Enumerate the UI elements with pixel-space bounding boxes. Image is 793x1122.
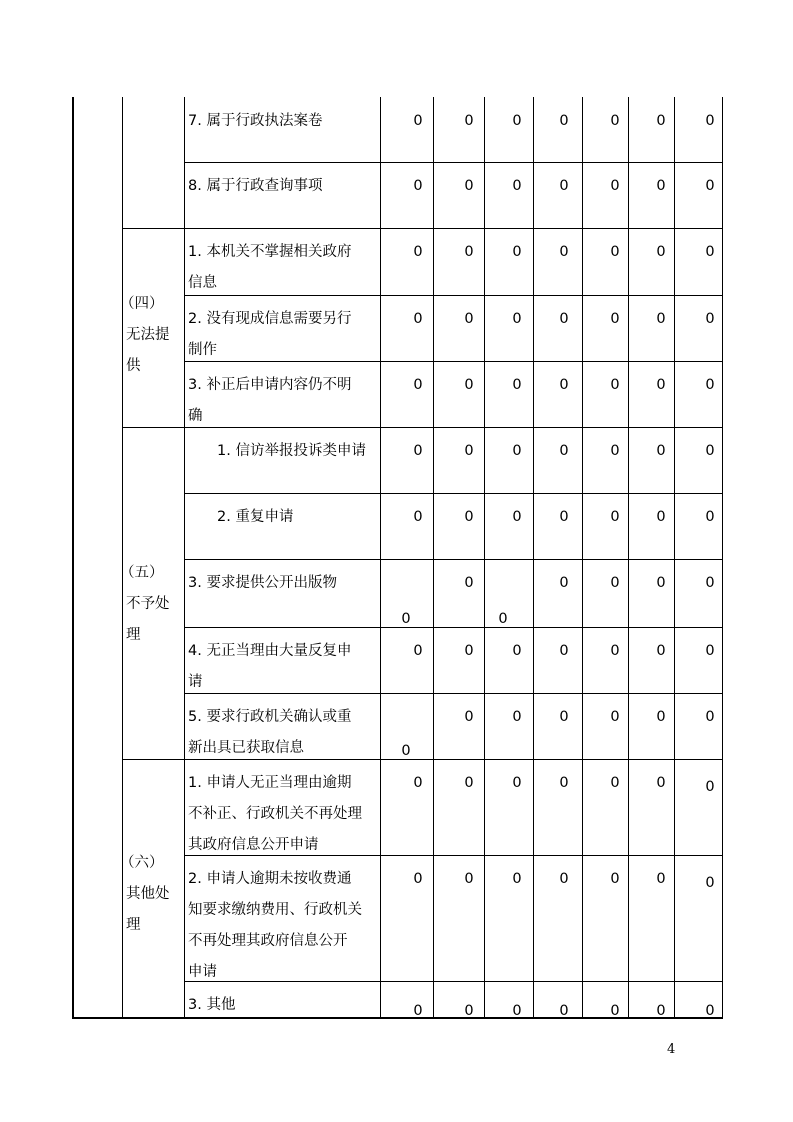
group-label-line: （五）: [120, 565, 164, 581]
cell-value: 0: [705, 875, 715, 891]
group-label: [120, 558, 170, 651]
cell-value: 0: [559, 575, 569, 591]
cell-value: 0: [705, 575, 715, 591]
cell-value: 0: [464, 377, 474, 393]
cell-value: 0: [413, 178, 423, 194]
cell-value: 0: [559, 643, 569, 659]
row-label: [188, 636, 351, 698]
cell-value: 0: [512, 311, 522, 327]
cell-value: 0: [656, 113, 666, 129]
table-border: [122, 427, 722, 428]
row-label-line: 制作: [188, 342, 217, 358]
row-label-line: 3. 补正后申请内容仍不明: [188, 377, 352, 393]
group-label-line: （四）: [120, 296, 164, 312]
cell-value: 0: [610, 178, 620, 194]
page-number: 4: [667, 1042, 676, 1057]
cell-value: 0: [401, 743, 411, 759]
cell-value: 0: [512, 871, 522, 887]
cell-value: 0: [705, 709, 715, 725]
cell-value: 0: [656, 377, 666, 393]
cell-value: 0: [559, 1003, 569, 1019]
cell-value: 0: [464, 509, 474, 525]
cell-value: 0: [705, 1003, 715, 1019]
cell-value: 0: [705, 244, 715, 260]
row-label: [188, 568, 337, 599]
cell-value: 0: [656, 1003, 666, 1019]
cell-value: 0: [413, 113, 423, 129]
row-label: [188, 864, 362, 988]
cell-value: 0: [464, 871, 474, 887]
cell-value: 0: [512, 643, 522, 659]
cell-value: 0: [656, 709, 666, 725]
table-border: [380, 97, 381, 1017]
row-label: [188, 106, 322, 137]
cell-value: 0: [656, 509, 666, 525]
cell-value: 0: [656, 443, 666, 459]
cell-value: 0: [656, 178, 666, 194]
table-border: [433, 97, 434, 1017]
row-label-line: 2. 重复申请: [217, 509, 294, 525]
table-border: [184, 693, 722, 694]
cell-value: 0: [413, 311, 423, 327]
row-label-line: 确: [188, 408, 203, 424]
row-label-line: 3. 其他: [188, 997, 236, 1013]
cell-value: 0: [559, 709, 569, 725]
cell-value: 0: [610, 709, 620, 725]
cell-value: 0: [610, 643, 620, 659]
row-label-line: 新出具已获取信息: [188, 740, 304, 756]
cell-value: 0: [559, 244, 569, 260]
cell-value: 0: [705, 113, 715, 129]
table-border: [72, 97, 74, 1018]
cell-value: 0: [559, 178, 569, 194]
cell-value: 0: [464, 643, 474, 659]
table-border: [484, 97, 485, 1017]
cell-value: 0: [656, 643, 666, 659]
row-label-line: 其政府信息公开申请: [188, 837, 319, 853]
cell-value: 0: [413, 443, 423, 459]
row-label-line: 请: [188, 674, 203, 690]
table-border: [184, 627, 722, 628]
cell-value: 0: [413, 775, 423, 791]
cell-value: 0: [656, 871, 666, 887]
cell-value: 0: [559, 775, 569, 791]
cell-value: 0: [512, 377, 522, 393]
cell-value: 0: [656, 311, 666, 327]
table-border: [184, 361, 722, 362]
cell-value: 0: [705, 509, 715, 525]
cell-value: 0: [498, 611, 508, 627]
cell-value: 0: [464, 443, 474, 459]
row-label: [188, 304, 351, 366]
row-label-line: 不补正、行政机关不再处理: [188, 806, 362, 822]
table-border: [184, 559, 722, 560]
group-label-line: 不予处: [126, 596, 170, 612]
cell-value: 0: [464, 178, 474, 194]
cell-value: 0: [413, 1003, 423, 1019]
row-label: [188, 702, 351, 764]
cell-value: 0: [464, 311, 474, 327]
cell-value: 0: [656, 775, 666, 791]
cell-value: 0: [705, 178, 715, 194]
cell-value: 0: [413, 244, 423, 260]
table-border: [184, 981, 722, 982]
cell-value: 0: [464, 113, 474, 129]
table-border: [122, 759, 722, 760]
row-label-line: 信息: [188, 275, 217, 291]
cell-value: 0: [512, 509, 522, 525]
group-label-line: 其他处: [126, 886, 170, 902]
cell-value: 0: [464, 575, 474, 591]
cell-value: 0: [610, 311, 620, 327]
cell-value: 0: [705, 377, 715, 393]
row-label: [188, 171, 322, 202]
cell-value: 0: [413, 509, 423, 525]
table-border: [628, 97, 629, 1017]
row-label-line: 1. 本机关不掌握相关政府: [188, 244, 352, 260]
group-label-line: 供: [126, 358, 141, 374]
row-label-line: 知要求缴纳费用、行政机关: [188, 902, 362, 918]
group-label-line: 理: [126, 917, 141, 933]
row-label-line: 2. 没有现成信息需要另行: [188, 311, 352, 327]
group-label: [120, 848, 170, 941]
row-label-line: 1. 信访举报投诉类申请: [217, 443, 366, 459]
cell-value: 0: [413, 871, 423, 887]
group-label-line: （六）: [120, 855, 164, 871]
cell-value: 0: [705, 311, 715, 327]
table-border: [184, 97, 185, 1017]
cell-value: 0: [401, 611, 411, 627]
cell-value: 0: [610, 871, 620, 887]
table-border: [72, 1017, 723, 1019]
row-label: [217, 502, 293, 533]
table-border: [184, 162, 722, 163]
cell-value: 0: [705, 443, 715, 459]
table-border: [582, 97, 583, 1017]
cell-value: 0: [464, 775, 474, 791]
cell-value: 0: [464, 1003, 474, 1019]
table-border: [722, 97, 723, 1017]
row-label-line: 1. 申请人无正当理由逾期: [188, 775, 352, 791]
cell-value: 0: [610, 775, 620, 791]
cell-value: 0: [610, 377, 620, 393]
cell-value: 0: [512, 178, 522, 194]
cell-value: 0: [610, 244, 620, 260]
row-label-line: 7. 属于行政执法案卷: [188, 113, 323, 129]
cell-value: 0: [559, 311, 569, 327]
cell-value: 0: [512, 775, 522, 791]
cell-value: 0: [610, 113, 620, 129]
cell-value: 0: [559, 509, 569, 525]
cell-value: 0: [559, 871, 569, 887]
row-label-line: 不再处理其政府信息公开: [188, 933, 348, 949]
cell-value: 0: [559, 113, 569, 129]
cell-value: 0: [413, 643, 423, 659]
row-label: [217, 436, 366, 467]
row-label: [188, 768, 362, 861]
row-label: [188, 370, 351, 432]
group-label-line: 无法提: [126, 327, 170, 343]
table-border: [184, 295, 722, 296]
row-label-line: 3. 要求提供公开出版物: [188, 575, 337, 591]
cell-value: 0: [559, 377, 569, 393]
cell-value: 0: [610, 443, 620, 459]
table-border: [184, 855, 722, 856]
cell-value: 0: [512, 443, 522, 459]
cell-value: 0: [464, 244, 474, 260]
table-border: [533, 97, 534, 1017]
table-border: [122, 228, 722, 229]
cell-value: 0: [610, 509, 620, 525]
cell-value: 0: [656, 575, 666, 591]
cell-value: 0: [512, 1003, 522, 1019]
cell-value: 0: [705, 779, 715, 795]
cell-value: 0: [413, 377, 423, 393]
cell-value: 0: [512, 244, 522, 260]
table-border: [122, 97, 123, 1017]
row-label: [188, 990, 235, 1021]
cell-value: 0: [512, 709, 522, 725]
table-border: [184, 493, 722, 494]
cell-value: 0: [610, 575, 620, 591]
row-label-line: 申请: [188, 964, 217, 980]
cell-value: 0: [610, 1003, 620, 1019]
cell-value: 0: [464, 709, 474, 725]
cell-value: 0: [512, 113, 522, 129]
row-label-line: 4. 无正当理由大量反复申: [188, 643, 352, 659]
row-label-line: 8. 属于行政查询事项: [188, 178, 323, 194]
row-label-line: 2. 申请人逾期未按收费通: [188, 871, 352, 887]
cell-value: 0: [656, 244, 666, 260]
group-label-line: 理: [126, 627, 141, 643]
group-label: [120, 289, 170, 382]
cell-value: 0: [559, 443, 569, 459]
row-label-line: 5. 要求行政机关确认或重: [188, 709, 352, 725]
row-label: [188, 237, 351, 299]
cell-value: 0: [705, 643, 715, 659]
table-border: [674, 97, 675, 1017]
